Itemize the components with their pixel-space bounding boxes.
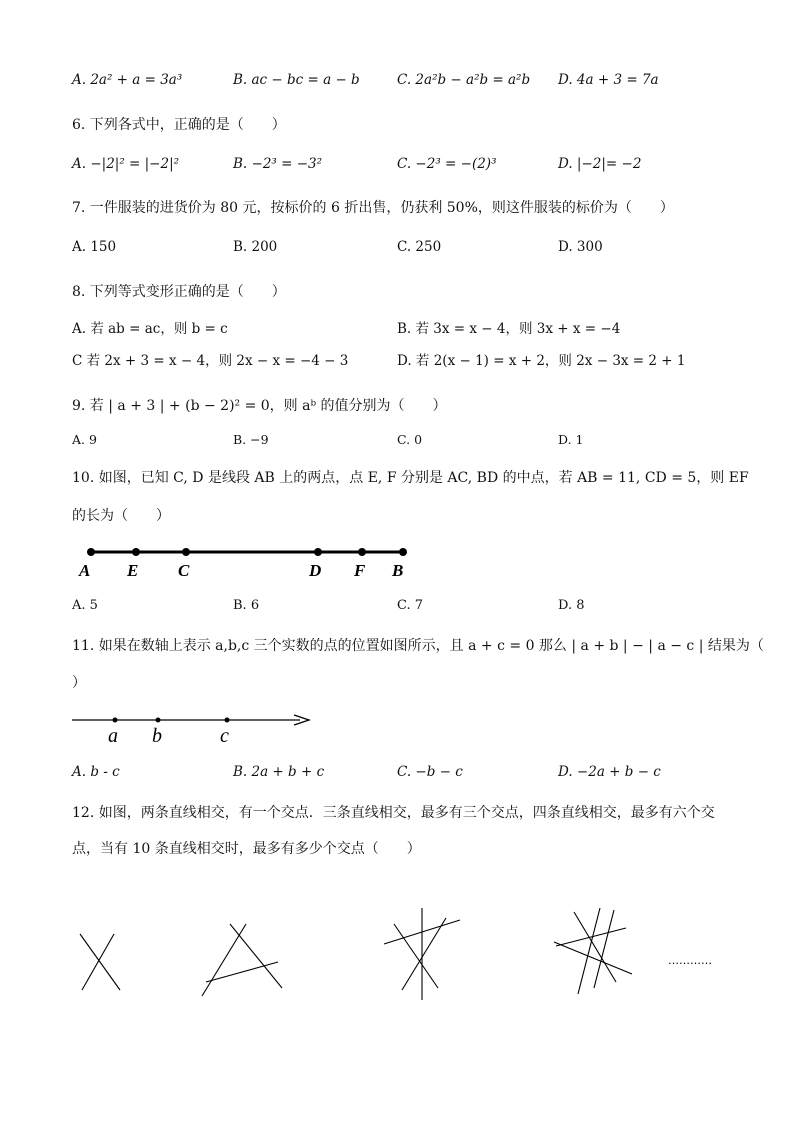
label-e: E — [127, 561, 139, 580]
q6-option-d[interactable]: D. |−2|= −2 — [558, 156, 642, 172]
label-a: A — [79, 561, 91, 580]
label-b: B — [392, 561, 404, 580]
label-c-numberline: c — [220, 725, 229, 747]
q7-option-b[interactable]: B. 200 — [233, 239, 278, 255]
q8-option-c[interactable]: C 若 2x + 3 = x − 4，则 2x − x = −4 − 3 — [72, 353, 349, 369]
point-b-numberline — [156, 718, 161, 723]
q8-option-a[interactable]: A. 若 ab = ac，则 b = c — [72, 321, 228, 337]
q9-option-c[interactable]: C. 0 — [397, 432, 423, 447]
figure-two-lines — [80, 934, 120, 990]
point-a-numberline — [113, 718, 118, 723]
label-c: C — [178, 561, 190, 580]
q10-stem-line2: 的长为（ ） — [72, 508, 170, 524]
figure-five-lines — [554, 908, 632, 994]
label-b-numberline: b — [152, 725, 162, 747]
q10-options — [0, 598, 794, 618]
point-c — [182, 548, 190, 556]
q11-option-d[interactable]: D. −2a + b − c — [558, 764, 661, 780]
point-d — [314, 548, 322, 556]
q10-option-b[interactable]: B. 6 — [233, 598, 260, 613]
q12-stem-line1: 12. 如图，两条直线相交，有一个交点．三条直线相交，最多有三个交点，四条直线相交，最多有六个交 — [72, 805, 715, 821]
point-b — [399, 548, 407, 556]
q6-stem: 6. 下列各式中，正确的是（ ） — [72, 117, 286, 133]
label-d: D — [309, 561, 322, 580]
q11-option-a[interactable]: A. b - c — [72, 764, 120, 780]
q10-option-c[interactable]: C. 7 — [397, 598, 424, 613]
figure-four-lines — [384, 908, 460, 1000]
figure-three-lines — [202, 924, 282, 996]
q9-stem: 9. 若 | a + 3 | + (b − 2)² = 0，则 aᵇ 的值分别为（ ） — [72, 398, 447, 414]
label-f: F — [354, 561, 366, 580]
point-e — [132, 548, 140, 556]
q11-options — [0, 764, 794, 784]
q11-option-c[interactable]: C. −b − c — [397, 764, 463, 780]
q9-option-b[interactable]: B. −9 — [233, 432, 269, 447]
q7-stem: 7. 一件服装的进货价为 80 元，按标价的 6 折出售，仍获利 50%，则这件服装的标价为（ ） — [72, 200, 674, 216]
q5-option-b[interactable]: B. ac − bc = a − b — [233, 72, 360, 88]
point-a — [87, 548, 95, 556]
q9-option-d[interactable]: D. 1 — [558, 432, 584, 447]
q11-option-b[interactable]: B. 2a + b + c — [233, 764, 325, 780]
figure-ellipsis: ………… — [668, 954, 712, 967]
q5-option-c[interactable]: C. 2a²b − a²b = a²b — [397, 72, 531, 88]
q10-option-d[interactable]: D. 8 — [558, 598, 585, 613]
q12-stem-line2: 点，当有 10 条直线相交时，最多有多少个交点（ ） — [72, 841, 421, 857]
point-f — [358, 548, 366, 556]
q8-stem: 8. 下列等式变形正确的是（ ） — [72, 284, 286, 300]
q6-option-b[interactable]: B. −2³ = −3² — [233, 156, 323, 172]
q10-option-a[interactable]: A. 5 — [72, 598, 98, 613]
q8-option-b[interactable]: B. 若 3x = x − 4，则 3x + x = −4 — [397, 321, 621, 337]
q5-option-d[interactable]: D. 4a + 3 = 7a — [558, 72, 659, 88]
q7-option-a[interactable]: A. 150 — [72, 239, 117, 255]
q8-option-d[interactable]: D. 若 2(x − 1) = x + 2，则 2x − 3x = 2 + 1 — [397, 353, 686, 369]
q9-option-a[interactable]: A. 9 — [72, 432, 97, 447]
q10-stem-line1: 10. 如图，已知 C, D 是线段 AB 上的两点，点 E, F 分别是 AC, BD 的中点，若 AB = 11, CD = 5，则 EF — [72, 470, 749, 486]
q6-option-c[interactable]: C. −2³ = −(2)³ — [397, 156, 497, 172]
label-a-numberline: a — [108, 725, 118, 747]
q11-stem-line1: 11. 如果在数轴上表示 a,b,c 三个实数的点的位置如图所示，且 a + c = 0 那么 | a + b | − | a − c | 结果为（ — [72, 638, 764, 654]
q11-stem-line2: ） — [72, 675, 86, 691]
q7-option-d[interactable]: D. 300 — [558, 239, 603, 255]
q7-option-c[interactable]: C. 250 — [397, 239, 442, 255]
q5-option-a[interactable]: A. 2a² + a = 3a³ — [72, 72, 183, 88]
point-c-numberline — [225, 718, 230, 723]
q6-option-a[interactable]: A. −|2|² = |−2|² — [72, 156, 180, 172]
